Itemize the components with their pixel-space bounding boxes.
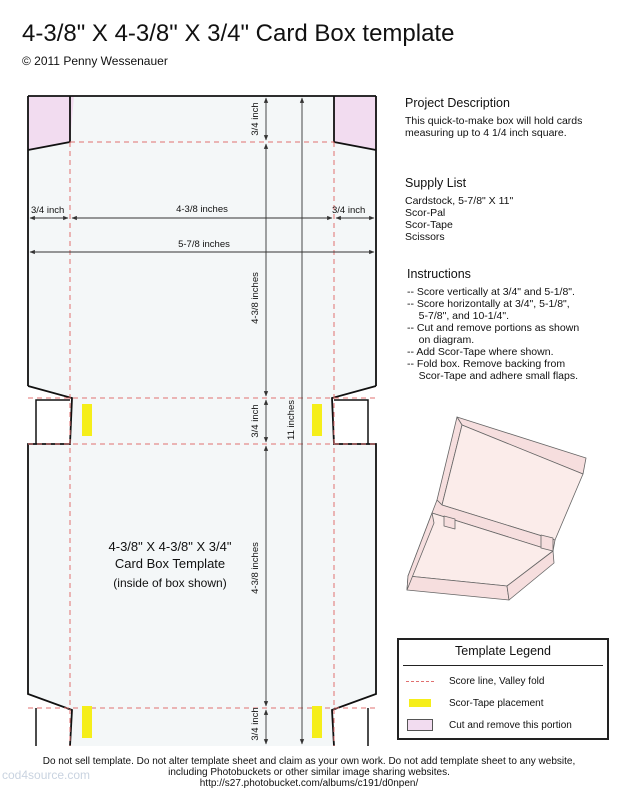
template-legend: [397, 638, 609, 740]
dim-panel-lower-label: 4-3/8 inches: [250, 542, 261, 594]
tape-right-mid: [312, 404, 322, 436]
tape-left-bottom: [82, 706, 92, 738]
instructions-heading: Instructions: [407, 267, 471, 281]
legend-item-cut: [405, 718, 603, 732]
supply-item: Scor-Tape: [405, 219, 453, 231]
instruction-line: 5-7/8", and 10-1/4".: [407, 310, 510, 322]
dim-side-right-label: 3/4 inch: [332, 205, 366, 216]
instruction-line: -- Fold box. Remove backing from: [407, 358, 566, 370]
project-description: [405, 97, 582, 139]
template-center-sub: (inside of box shown): [113, 576, 227, 590]
tape-left-mid: [82, 404, 92, 436]
legend-title: Template Legend: [455, 644, 551, 658]
template-sheet: [28, 96, 376, 746]
dim-panel-upper-label: 4-3/8 inches: [250, 272, 261, 324]
page-title: 4-3/8" X 4-3/8" X 3/4" Card Box template: [22, 20, 455, 47]
dim-mid-depth-label: 3/4 inch: [250, 404, 261, 438]
template-center-label: [70, 538, 270, 592]
dashed-line-swatch: [405, 675, 435, 687]
footer-line: including Photobuckets or other similar image sharing websites.: [168, 767, 450, 778]
supply-item: Cardstock, 5-7/8" X 11": [405, 195, 514, 207]
dim-top-depth-label: 3/4 inch: [250, 102, 261, 136]
footer-line: Do not sell template. Do not alter template sheet and claim as your own work. Do not add template sheet to any website,: [42, 756, 576, 767]
legend-label: Score line, Valley fold: [449, 675, 545, 687]
supply-item: Scor-Pal: [405, 207, 446, 219]
cut-swatch: [405, 719, 435, 731]
instruction-line: -- Cut and remove portions as shown: [407, 322, 580, 334]
instruction-line: on diagram.: [407, 334, 475, 346]
tape-right-bottom: [312, 706, 322, 738]
dim-total-height-label: 11 inches: [286, 400, 297, 440]
copyright: © 2011 Penny Wessenauer: [22, 54, 168, 68]
dim-bottom-depth-label: 3/4 inch: [250, 707, 261, 741]
legend-item-tape: [405, 696, 603, 710]
footer-link[interactable]: http://s27.photobucket.com/albums/c191/d0npen/: [199, 778, 419, 789]
instruction-line: -- Add Scor-Tape where shown.: [407, 346, 554, 358]
instruction-line: Scor-Tape and adhere small flaps.: [407, 370, 579, 382]
dim-inner-width-label: 4-3/8 inches: [176, 204, 228, 215]
legend-item-score-line: [405, 674, 603, 688]
instruction-line: -- Score vertically at 3/4" and 5-1/8".: [407, 286, 575, 298]
dim-side-left-label: 3/4 inch: [31, 205, 65, 216]
supply-heading: Supply List: [405, 176, 467, 190]
legend-label: Scor-Tape placement: [449, 697, 544, 709]
cut-corner-top-right: [334, 96, 376, 150]
instructions: [407, 268, 579, 382]
footer-notice: [0, 756, 618, 789]
tape-swatch: [405, 697, 435, 709]
supply-list: [405, 177, 513, 243]
supply-item: Scissors: [405, 231, 445, 243]
project-line: This quick-to-make box will hold cards: [405, 115, 583, 127]
template-center-line-2: Card Box Template: [114, 556, 226, 571]
legend-label: Cut and remove this portion: [449, 719, 572, 731]
watermark: cod4source.com: [2, 768, 91, 782]
instruction-line: -- Score horizontally at 3/4", 5-1/8",: [407, 298, 570, 310]
project-line: measuring up to 4 1/4 inch square.: [405, 127, 567, 139]
project-heading: Project Description: [405, 96, 510, 110]
legend-divider: [403, 665, 603, 666]
dim-outer-width-label: 5-7/8 inches: [178, 239, 230, 250]
box-illustration: [407, 417, 586, 600]
template-center-line-1: 4-3/8" X 4-3/8" X 3/4": [108, 539, 232, 554]
